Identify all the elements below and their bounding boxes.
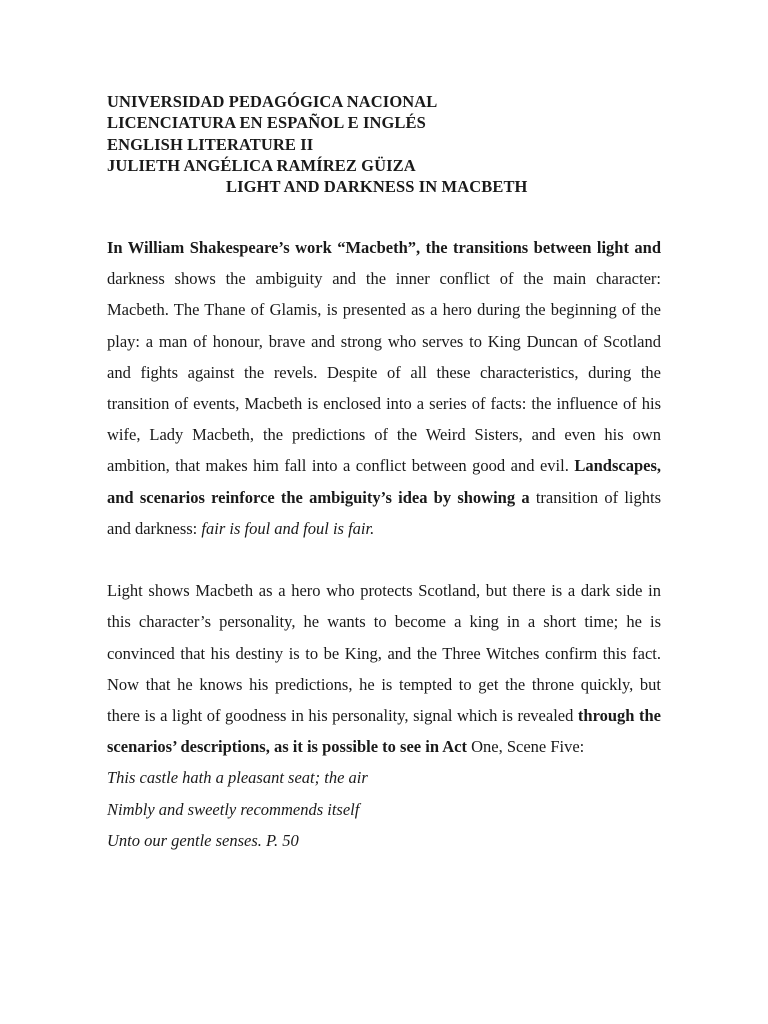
author-name: JULIETH ANGÉLICA RAMÍREZ GÜIZA — [107, 155, 416, 175]
document-header — [107, 91, 667, 197]
document-body — [107, 232, 661, 856]
quote-line-2: Nimbly and sweetly recommends itself — [107, 799, 360, 819]
program-name: LICENCIATURA EN ESPAÑOL E INGLÉS — [107, 113, 426, 133]
paragraph-1-bold-intro: In William Shakespeare’s work “Macbeth”, the transitions between light and — [107, 238, 661, 257]
course-name: ENGLISH LITERATURE II — [107, 134, 314, 154]
quote-line-3: Unto our gentle senses. P. 50 — [107, 830, 299, 850]
quote-line-1: This castle hath a pleasant seat; the air — [107, 768, 368, 788]
essay-title: LIGHT AND DARKNESS IN MACBETH — [226, 177, 528, 197]
paragraph-1-bold-landscapes: Landscapes, and scenarios reinforce the ambiguity’s idea by showing a — [107, 456, 661, 507]
paragraph-2 — [107, 575, 661, 762]
paragraph-1-main-text: darkness shows the ambiguity and the inner conflict of the main character: Macbeth. The Thane of Glamis, is presented as a hero during the beginning of the play: a man of honour, brave and strong who serves to King Duncan of Scotland and fights against the revels. Despite of all these characteristics, during the transition of events, Macbeth is enclosed into a series of facts: the influence of his wife, Lady Macbeth, the predictions of the Weird Sisters, and even his own ambition, that makes him fall into a conflict between good and evil. — [107, 269, 661, 476]
paragraph-1 — [107, 232, 661, 544]
university-name: UNIVERSIDAD PEDAGÓGICA NACIONAL — [107, 92, 438, 111]
paragraph-2-bold-scenarios: through the scenarios’ descriptions, as it is possible to see in Act — [107, 706, 661, 757]
paragraph-spacer — [107, 544, 661, 575]
paragraph-2-end-text: One, Scene Five: — [466, 737, 585, 757]
paragraph-1-transition-text: transition of lights and darkness: — [107, 487, 662, 538]
paragraph-2-main-text: Light shows Macbeth as a hero who protects Scotland, but there is a dark side in this character’s personality, he wants to become a king in a short time; he is convinced that his destiny is to be King, and the Three Witches confirm this fact. Now that he knows his predictions, he is tempted to get the throne quickly, but there is a light of goodness in his personality, signal which is revealed — [107, 581, 661, 726]
block-quote — [107, 762, 661, 856]
paragraph-1-italic-quote: fair is foul and foul is fair. — [201, 518, 375, 538]
